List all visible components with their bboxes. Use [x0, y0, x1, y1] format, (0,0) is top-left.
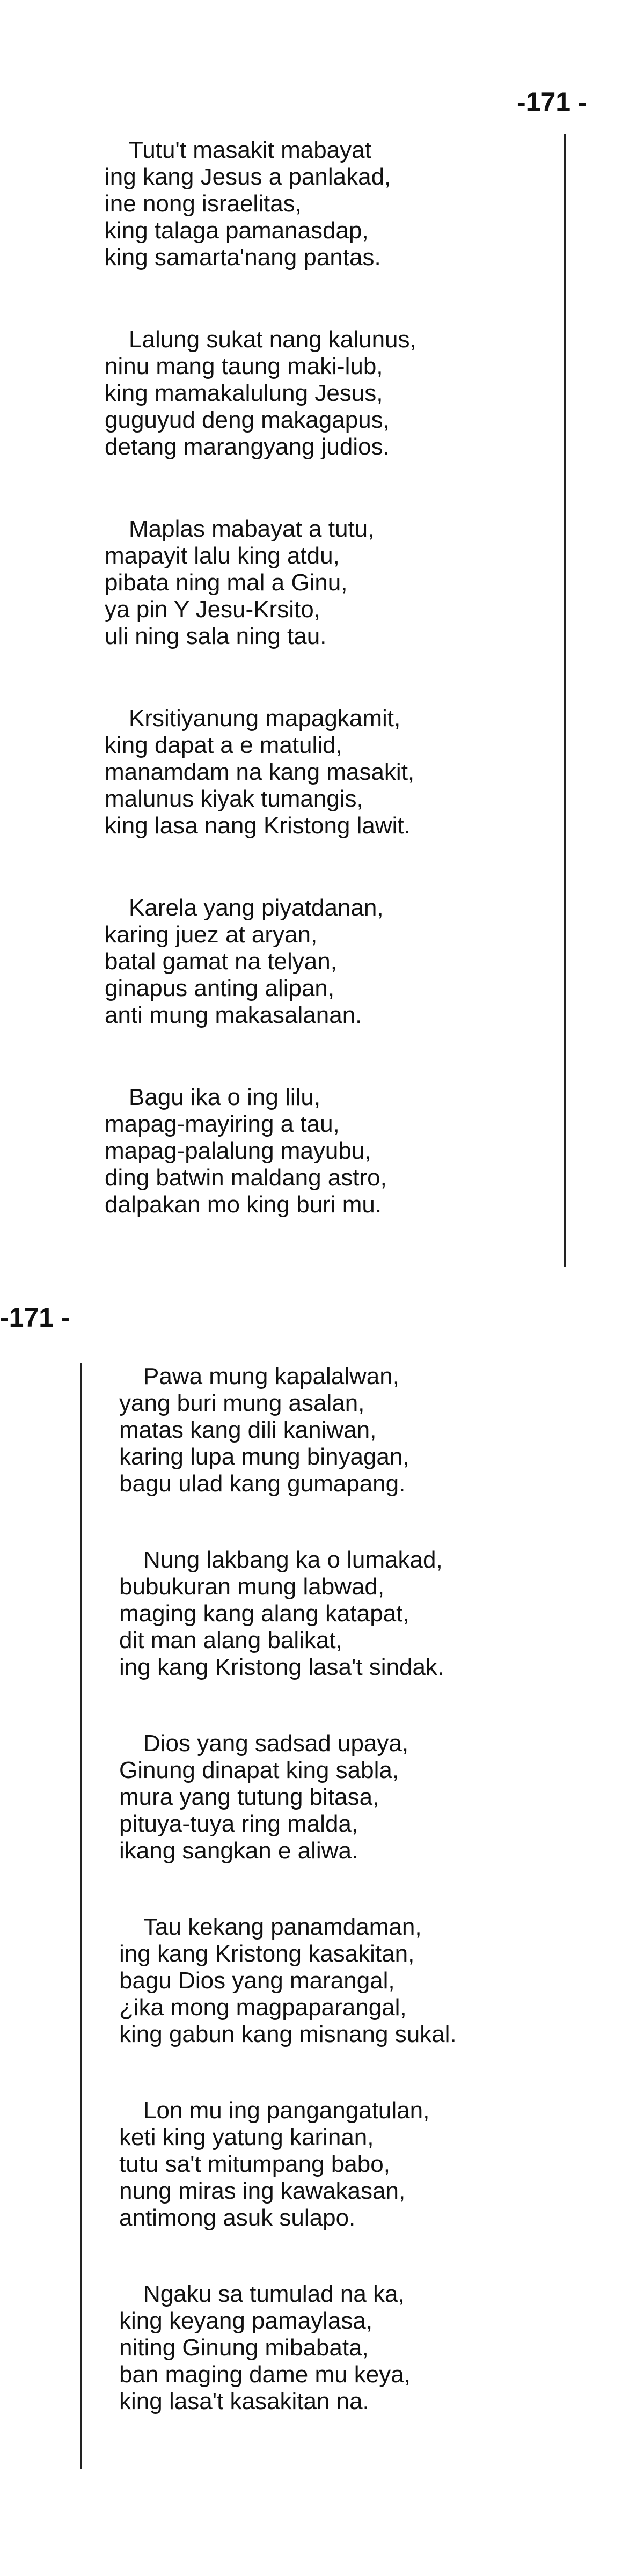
verse-line: Ginung dinapat king sabla,	[119, 1757, 399, 1783]
verse-line: dit man alang balikat,	[119, 1627, 342, 1653]
verse-line: mapayit lalu king atdu,	[105, 543, 340, 569]
verse-line: ing kang Kristong kasakitan,	[119, 1941, 415, 1967]
verse-line: antimong asuk sulapo.	[119, 2205, 356, 2231]
verse-line: pibata ning mal a Ginu,	[105, 569, 348, 596]
verse-line: keti king yatung karinan,	[119, 2124, 374, 2150]
verse-line: karing juez at aryan,	[105, 921, 318, 948]
margin-rule-top	[564, 134, 566, 1267]
verse-line: bagu Dios yang marangal,	[119, 1967, 395, 1994]
stanza	[119, 1547, 559, 1730]
verse-line: ¿ika mong magpaparangal,	[119, 1994, 407, 2021]
verse-line: ban maging dame mu keya,	[119, 2361, 411, 2388]
verse-line: king lasa't kasakitan na.	[119, 2388, 369, 2414]
stanza	[105, 1084, 545, 1274]
stanza	[119, 1363, 559, 1547]
poem-column-bottom	[119, 1363, 559, 2464]
verse-line: king gabun kang misnang sukal.	[119, 2021, 457, 2047]
verse-line: ikang sangkan e aliwa.	[119, 1838, 358, 1864]
verse-line: Tutu't masakit mabayat	[129, 137, 371, 163]
verse-line: mura yang tutung bitasa,	[119, 1784, 379, 1810]
verse-line: tutu sa't mitumpang babo,	[119, 2151, 390, 2177]
verse-line: pituya-tuya ring malda,	[119, 1811, 358, 1837]
verse-line: niting Ginung mibabata,	[119, 2334, 369, 2361]
verse-line: manamdam na kang masakit,	[105, 759, 415, 785]
verse-line: bubukuran mung labwad,	[119, 1574, 385, 1600]
verse-line: Pawa mung kapalalwan,	[143, 1363, 399, 1389]
verse-line: detang marangyang judios.	[105, 434, 390, 460]
verse-line: maging kang alang katapat,	[119, 1600, 409, 1627]
verse-line: ya pin Y Jesu-Krsito,	[105, 596, 320, 623]
stanza	[119, 1730, 559, 1914]
verse-line: uli ning sala ning tau.	[105, 623, 327, 649]
verse-line: ing kang Jesus a panlakad,	[105, 164, 391, 190]
verse-line: ding batwin maldang astro,	[105, 1165, 387, 1191]
verse-line: Tau kekang panamdaman,	[143, 1914, 422, 1940]
verse-line: anti mung makasalanan.	[105, 1002, 362, 1028]
verse-line: yang buri mung asalan,	[119, 1390, 365, 1416]
verse-line: dalpakan mo king buri mu.	[105, 1191, 382, 1218]
verse-line: bagu ulad kang gumapang.	[119, 1470, 406, 1497]
stanza	[119, 2281, 559, 2464]
verse-line: Karela yang piyatdanan,	[129, 895, 384, 921]
verse-line: king talaga pamanasdap,	[105, 217, 369, 244]
verse-line: king samarta'nang pantas.	[105, 244, 381, 270]
verse-line: king dapat a e matulid,	[105, 732, 342, 758]
verse-line: Lalung sukat nang kalunus,	[129, 326, 416, 353]
verse-line: matas kang dili kaniwan,	[119, 1417, 377, 1443]
verse-line: ginapus anting alipan,	[105, 975, 335, 1001]
verse-line: king lasa nang Kristong lawit.	[105, 813, 411, 839]
verse-line: king keyang pamaylasa,	[119, 2308, 373, 2334]
verse-line: nung miras ing kawakasan,	[119, 2178, 406, 2204]
verse-line: Maplas mabayat a tutu,	[129, 516, 375, 542]
stanza	[119, 2097, 559, 2281]
page-number-top: -171 -	[517, 87, 587, 117]
verse-line: king mamakalulung Jesus,	[105, 380, 383, 406]
verse-line: Dios yang sadsad upaya,	[143, 1730, 409, 1757]
verse-line: Ngaku sa tumulad na ka,	[143, 2281, 405, 2307]
stanza	[105, 137, 545, 326]
verse-line: ing kang Kristong lasa't sindak.	[119, 1654, 444, 1680]
page-number-bottom: -171 -	[0, 1302, 70, 1333]
verse-line: mapag-mayiring a tau,	[105, 1111, 340, 1137]
verse-line: mapag-palalung mayubu,	[105, 1138, 371, 1164]
verse-line: malunus kiyak tumangis,	[105, 786, 363, 812]
stanza	[119, 1914, 559, 2097]
verse-line: karing lupa mung binyagan,	[119, 1444, 409, 1470]
stanza	[105, 705, 545, 895]
stanza	[105, 326, 545, 516]
verse-line: guguyud deng makagapus,	[105, 407, 390, 433]
verse-line: Nung lakbang ka o lumakad,	[143, 1547, 443, 1573]
verse-line: Lon mu ing pangangatulan,	[143, 2097, 430, 2124]
verse-line: ine nong israelitas,	[105, 191, 302, 217]
stanza	[105, 516, 545, 705]
verse-line: Krsitiyanung mapagkamit,	[129, 705, 401, 731]
stanza	[105, 895, 545, 1084]
verse-line: Bagu ika o ing lilu,	[129, 1084, 321, 1110]
poem-column-top	[105, 137, 545, 1274]
verse-line: ninu mang taung maki-lub,	[105, 353, 383, 379]
verse-line: batal gamat na telyan,	[105, 948, 337, 975]
margin-rule-bottom	[80, 1363, 82, 2469]
